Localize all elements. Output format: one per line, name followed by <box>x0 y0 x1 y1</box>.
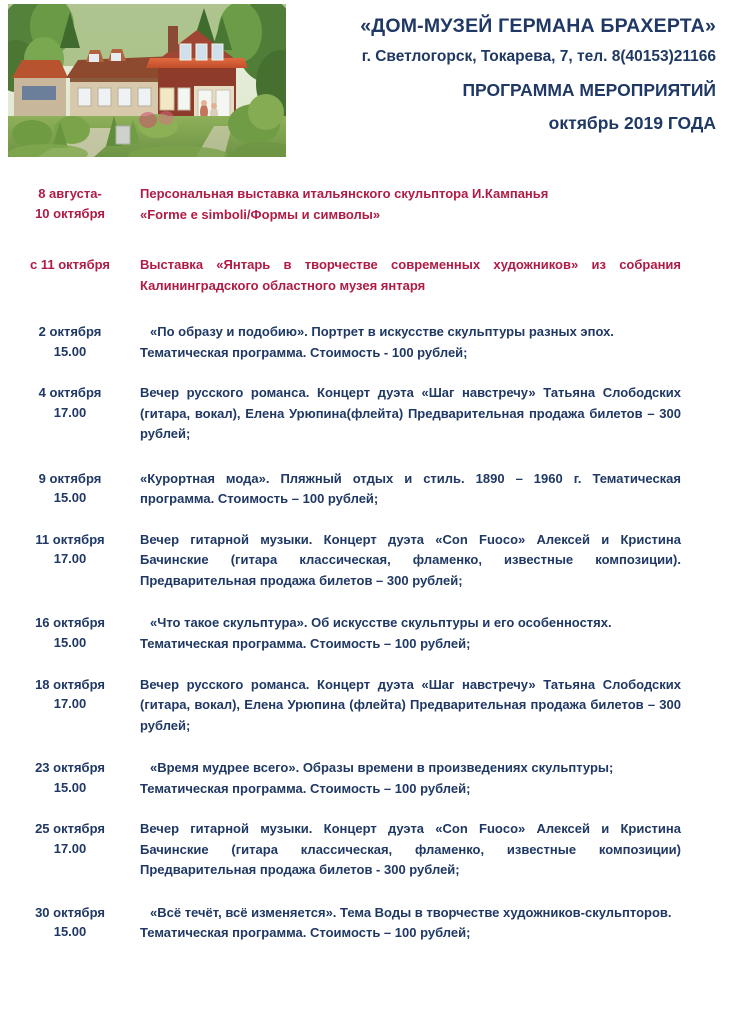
event-date-day: 18 октября <box>35 676 105 692</box>
event-date-time: 17.00 <box>53 404 87 420</box>
event-description-paragraph: Вечер русского романса. Концерт дуэта «Шаг навстречу» Татьяна Слободских (гитара, вокал), Елена Урюпина(флейта) Предварительная продажа билетов – 300 рублей; <box>140 385 681 442</box>
header-text-block <box>292 14 716 135</box>
event-row <box>0 469 729 510</box>
event-date <box>0 469 140 508</box>
event-description <box>140 758 729 799</box>
event-row <box>0 613 729 654</box>
event-row <box>0 322 729 363</box>
event-date <box>0 903 140 942</box>
event-date <box>0 184 140 223</box>
event-description <box>140 675 729 737</box>
event-date-day: 9 октября <box>38 470 102 486</box>
event-date-time: 15.00 <box>53 634 87 650</box>
event-description <box>140 255 729 296</box>
event-date <box>0 322 140 361</box>
event-date-time: 15.00 <box>53 490 87 506</box>
event-date <box>0 675 140 714</box>
event-date-day: с 11 октября <box>30 257 110 273</box>
event-date-day: 23 октября <box>35 760 105 776</box>
event-date <box>0 819 140 858</box>
event-row <box>0 675 729 737</box>
event-description <box>140 383 729 445</box>
page-title: «ДОМ-МУЗЕЙ ГЕРМАНА БРАХЕРТА» <box>360 15 716 37</box>
event-description <box>140 184 729 225</box>
museum-building-photo <box>8 4 286 157</box>
event-row <box>0 184 729 225</box>
event-description-paragraph: «По образу и подобию». Портрет в искусстве скульптуры разных эпох. Тематическая программа. Стоимость - 100 рублей; <box>140 324 614 360</box>
event-date-time: 15.00 <box>53 343 87 359</box>
event-date-time: 15.00 <box>53 924 87 940</box>
event-description-paragraph: Вечер гитарной музыки. Концерт дуэта «Con Fuoco» Алексей и Кристина Бачинские (гитара классическая, фламенко, известные композиции) Предварительная продажа билетов - 300 рублей; <box>140 821 681 878</box>
event-date <box>0 613 140 652</box>
program-month: октябрь 2019 ГОДА <box>548 112 716 133</box>
event-date-day: 25 октября <box>35 821 105 837</box>
event-date-day: 8 августа- <box>38 186 102 201</box>
event-row <box>0 383 729 445</box>
event-row <box>0 819 729 881</box>
event-description <box>140 322 729 363</box>
document-header <box>0 0 729 162</box>
event-date-day: 30 октября <box>35 904 105 920</box>
event-date <box>0 758 140 797</box>
program-label: ПРОГРАММА МЕРОПРИЯТИЙ <box>462 79 716 100</box>
event-date-day: 2 октября <box>38 324 102 340</box>
event-description-paragraph: Вечер русского романса. Концерт дуэта «Шаг навстречу» Татьяна Слободских (гитара, вокал), Елена Урюпина (флейта) Предварительная продажа билетов – 300 рублей; <box>140 676 681 733</box>
event-description-paragraph: Вечер гитарной музыки. Концерт дуэта «Con Fuoco» Алексей и Кристина Бачинские (гитара классическая, фламенко, известные композиции). Предварительная продажа билетов – 300 рублей; <box>140 531 681 588</box>
event-description <box>140 613 729 654</box>
museum-watercolor-illustration <box>8 4 286 157</box>
event-date <box>0 383 140 422</box>
event-date-time: 17.00 <box>53 696 87 711</box>
museum-address: г. Светлогорск, Токарева, 7, тел. 8(40153)21166 <box>361 48 716 66</box>
event-description <box>140 530 729 592</box>
event-description-paragraph: «Что такое скульптура». Об искусстве скульптуры и его особенностях. Тематическая программа. Стоимость – 100 рублей; <box>140 615 612 651</box>
events-program-list <box>0 184 729 944</box>
event-description <box>140 469 729 510</box>
event-date-time: 17.00 <box>53 551 87 567</box>
event-row <box>0 758 729 799</box>
event-row <box>0 530 729 592</box>
event-date-time: 17.00 <box>53 840 87 856</box>
event-row <box>0 903 729 944</box>
event-description <box>140 903 729 944</box>
event-date-time: 10 октября <box>35 205 105 221</box>
event-date-time: 15.00 <box>53 779 87 795</box>
event-description-paragraph: Выставка «Янтарь в творчестве современных художников» из собрания Калининградского областного музея янтаря <box>140 257 681 293</box>
event-description <box>140 819 729 881</box>
event-description-paragraph: Персональная выставка итальянского скульптора И.Кампанья <box>140 186 549 201</box>
event-date <box>0 255 140 275</box>
event-description-paragraph: «Forme e simboli/Формы и символы» <box>140 206 381 222</box>
event-date-day: 11 октября <box>35 531 105 547</box>
event-date-day: 4 октября <box>38 385 102 401</box>
event-description-paragraph: «Всё течёт, всё изменяется». Тема Воды в творчестве художников-скульпторов. Тематическая программа. Стоимость – 100 рублей; <box>140 904 672 941</box>
event-row <box>0 255 729 296</box>
event-date <box>0 530 140 569</box>
event-description-paragraph: «Курортная мода». Пляжный отдых и стиль. 1890 – 1960 г. Тематическая программа. Стоимость – 100 рублей; <box>140 470 681 507</box>
event-description-paragraph: «Время мудрее всего». Образы времени в произведениях скульптуры; Тематическая программа. Стоимость – 100 рублей; <box>140 760 614 796</box>
event-date-day: 16 октября <box>35 615 105 631</box>
